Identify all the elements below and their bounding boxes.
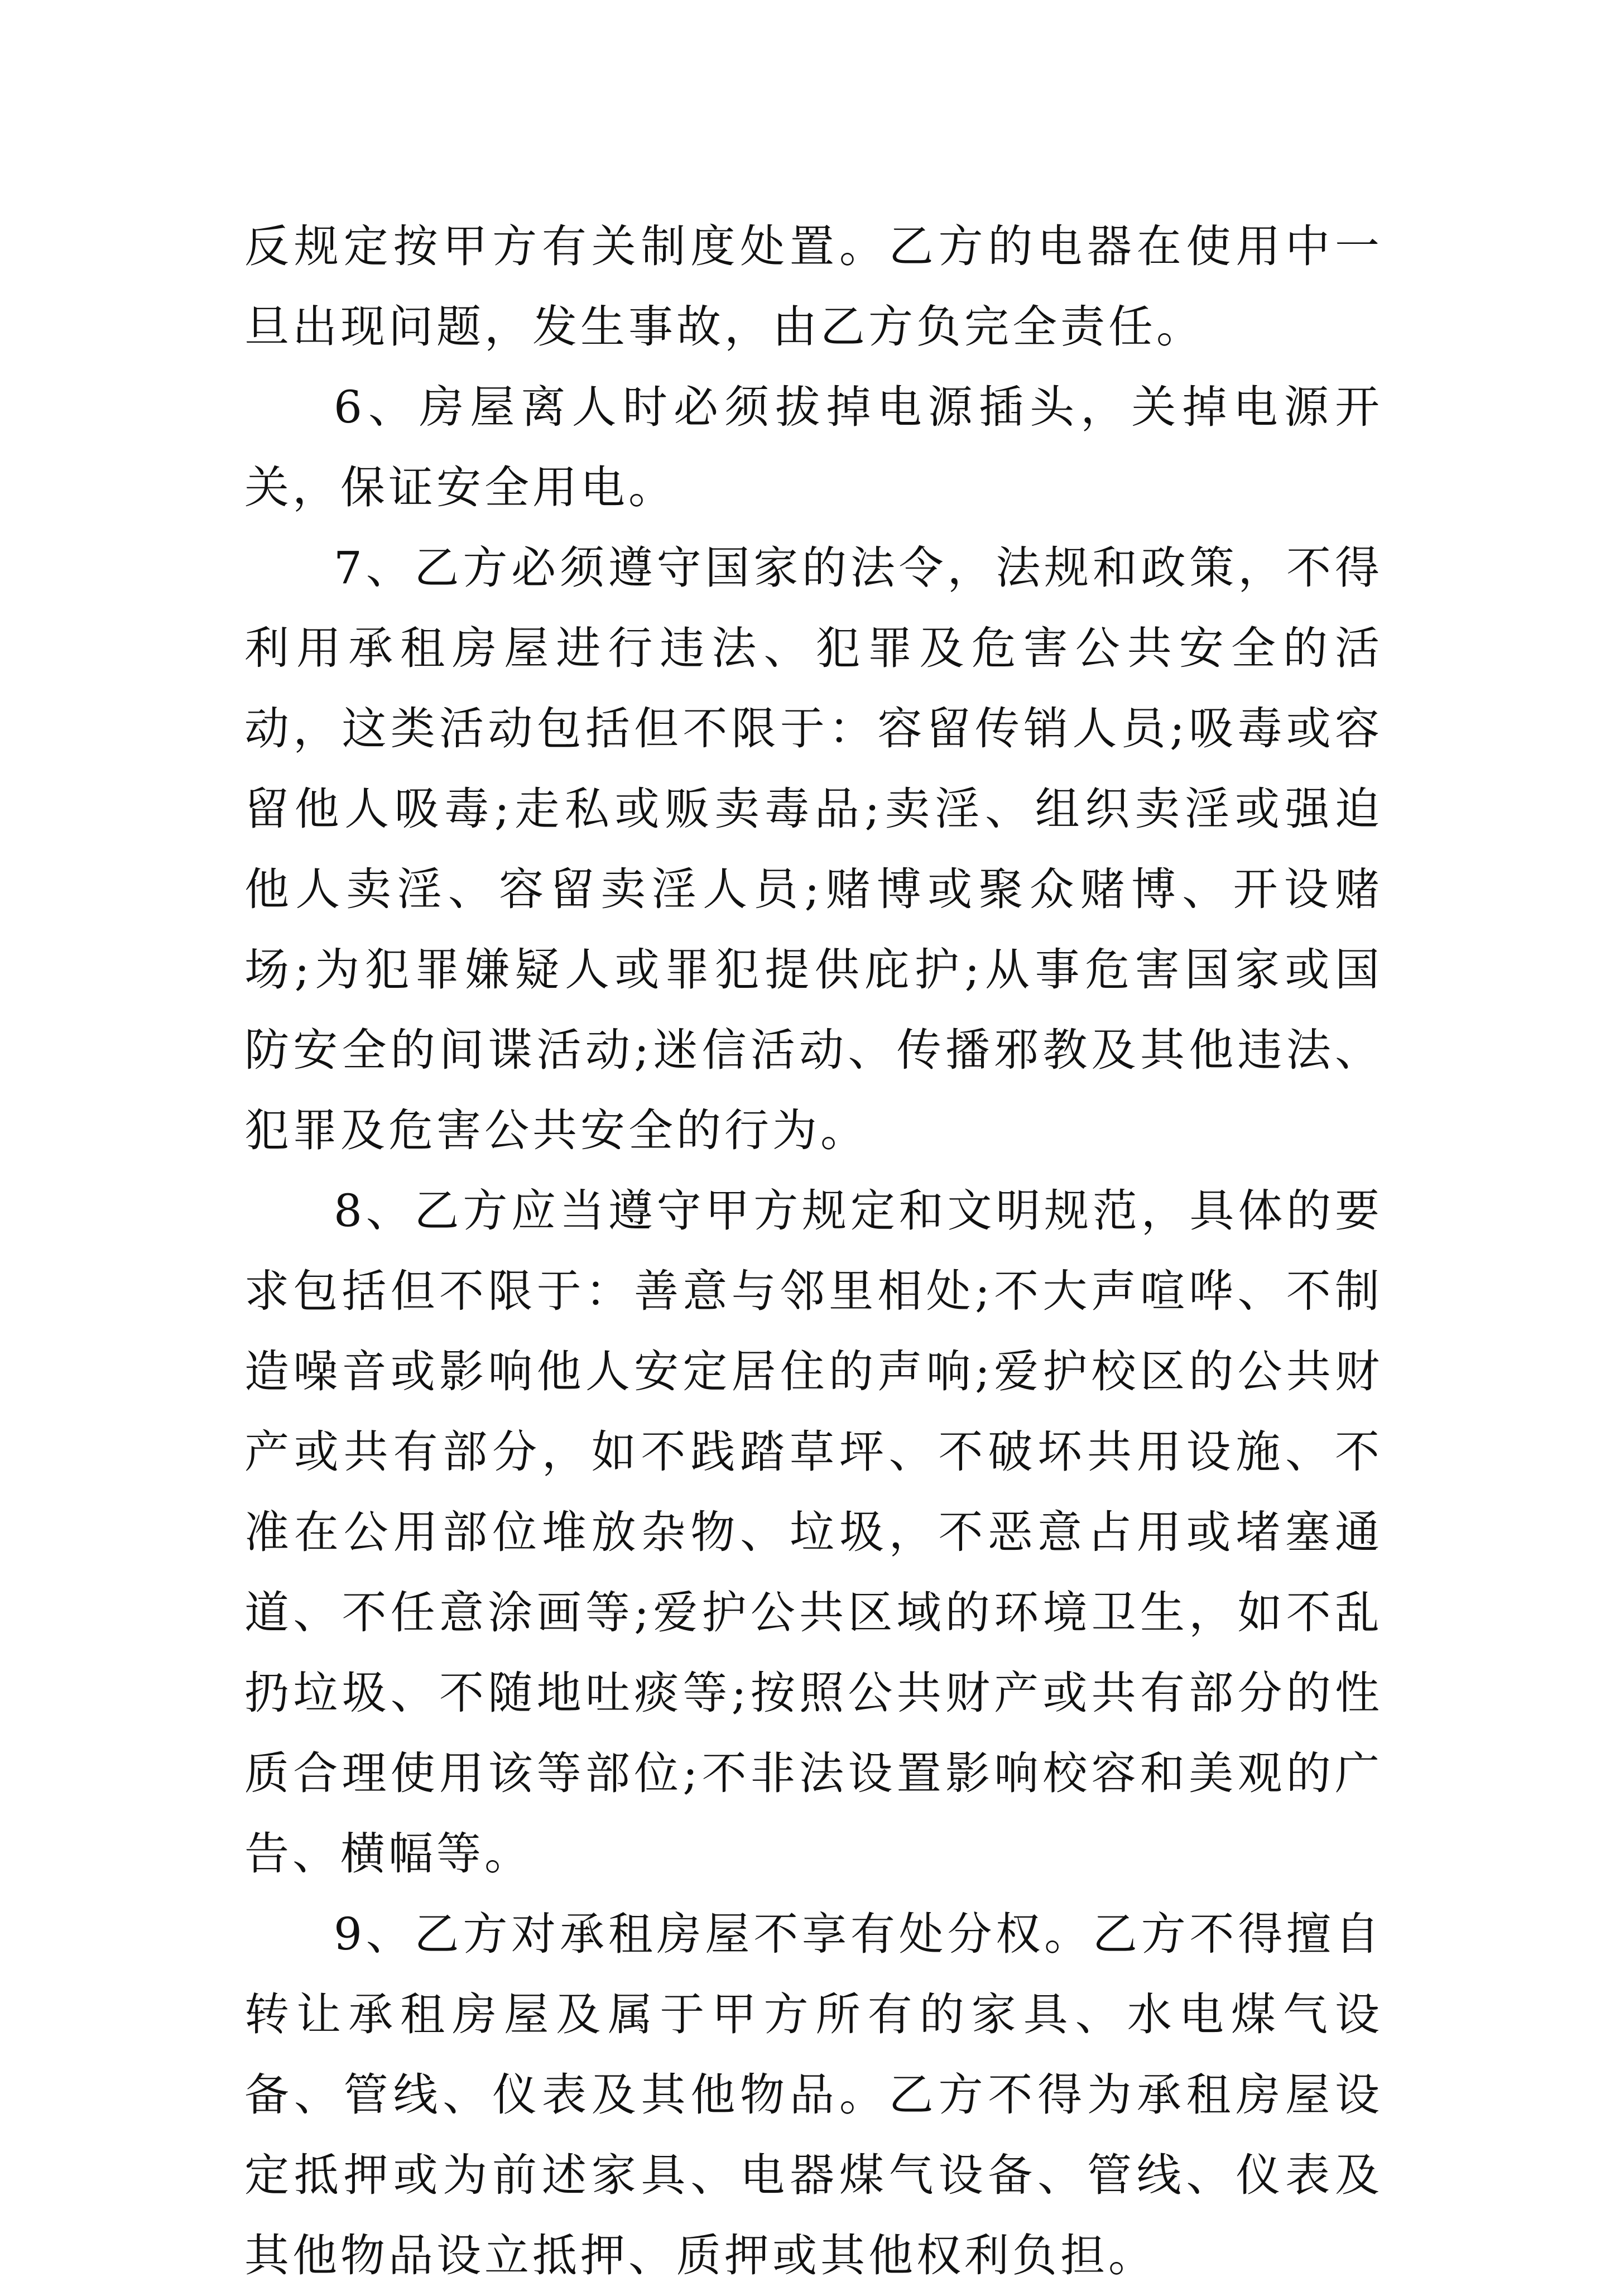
paragraph-continued: 反规定按甲方有关制度处置。乙方的电器在使用中一旦出现问题，发生事故，由乙方负完全责任。 <box>244 220 1383 353</box>
paragraph-item-8: 8、乙方应当遵守甲方规定和文明规范，具体的要求包括但不限于：善意与邻里相处;不大声喧哗、不制造噪音或影响他人安定居住的声响;爱护校区的公共财产或共有部分，如不践踏草坪、不破坏共用设施、不准在公用部位堆放杂物、垃圾，不恶意占用或堵塞通道、不任意涂画等;爱护公共区域的环境卫生，如不乱扔垃圾、不随地吐痰等;按照公共财产或共有部分的性质合理使用该等部位;不非法设置影响校容和美观的广告、横幅等。 <box>244 1185 1383 1880</box>
paragraph-item-6: 6、房屋离人时必须拔掉电源插头，关掉电源开关，保证安全用电。 <box>244 381 1383 513</box>
document-body <box>244 206 1383 2296</box>
paragraph-item-7: 7、乙方必须遵守国家的法令，法规和政策，不得利用承租房屋进行违法、犯罪及危害公共安全的活动，这类活动包括但不限于：容留传销人员;吸毒或容留他人吸毒;走私或贩卖毒品;卖淫、组织卖淫或强迫他人卖淫、容留卖淫人员;赌博或聚众赌博、开设赌场;为犯罪嫌疑人或罪犯提供庇护;从事危害国家或国防安全的间谍活动;迷信活动、传播邪教及其他违法、犯罪及危害公共安全的行为。 <box>244 542 1383 1156</box>
paragraph-item-9: 9、乙方对承租房屋不享有处分权。乙方不得擅自转让承租房屋及属于甲方所有的家具、水电煤气设备、管线、仪表及其他物品。乙方不得为承租房屋设定抵押或为前述家具、电器煤气设备、管线、仪表及其他物品设立抵押、质押或其他权利负担。 <box>244 1908 1383 2281</box>
